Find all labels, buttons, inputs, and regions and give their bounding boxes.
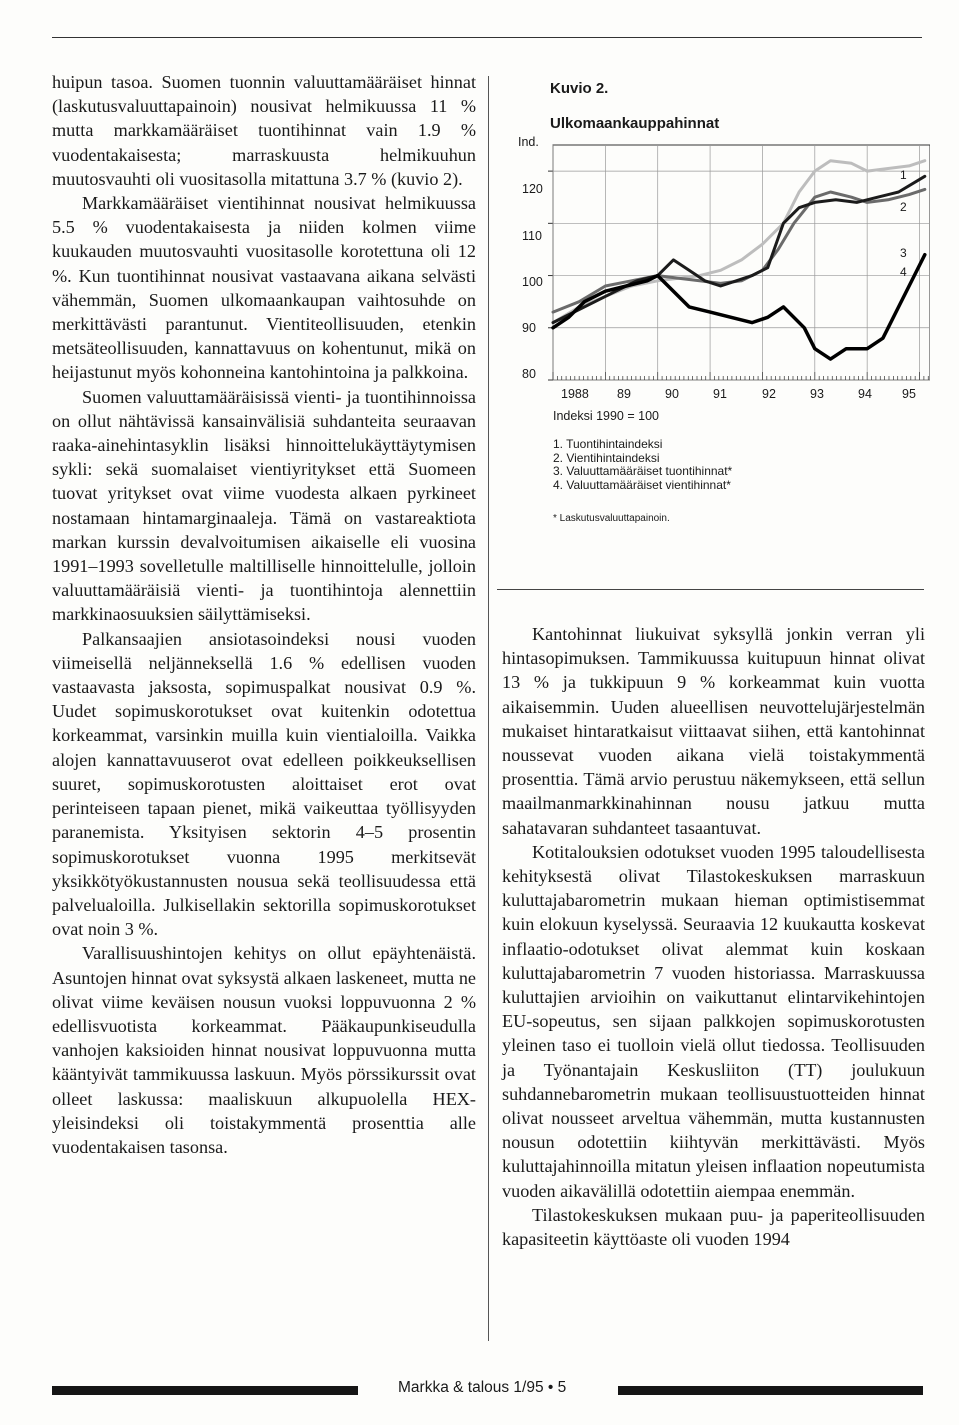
series-tag-2: 2 [900, 200, 907, 214]
paragraph: Palkansaajien ansiotasoindeksi nousi vuoden viimeisellä neljänneksellä 1.6 % edellisen vuoden vastaavasta jaksosta, sopimuspalkat nousivat 0.9 %. Uudet sopimuskorotukset ovat kuitenkin odotettua korkeammat, varsinkin muilla kuin vientialoilla. Vaikka alojen kannattavuuserot ovat edelleen poikkeuksellisen suuret, sopimuskorotusten aloittaiset erot ovat perinteiseen tapaan pienet, mikä vaikeuttaa työllisyyden paranemista. Yksityisen sektorin 4–5 prosentin sopimuskorotukset vuonna 1995 merkitsevät yksikkötyökustannusten nousua sekä teollisuudessa että palvelualoilla. Julkisellakin sektorilla sopimuskorotukset ovat noin 3 %. [52, 628, 476, 940]
x-tick-label: 90 [665, 387, 679, 401]
x-tick-label: 95 [902, 387, 916, 401]
paragraph: Markkamääräiset vientihinnat nousivat helmikuussa 5.5 % vuodentakaisesta ja niiden kolmen viime kuukauden muutosvauhti vuositasolle korotettuna oli 12 %. Kun tuontihinnat nousivat vastaavana aikana selvästi vähemmän, Suomen ulkomaankaupan vaihtosuhde on merkittävästi parantunut. Vientiteollisuuden, etenkin metsäteollisuuden, kannattavuus on kohentunut, mikä on heijastunut myös kohonneina kantohintoina ja palkkoina. [52, 193, 476, 383]
series-line-3 [553, 176, 925, 322]
series-tag-1: 1 [900, 168, 907, 182]
y-axis-label: Ind. [518, 135, 539, 149]
top-rule [52, 37, 922, 38]
y-tick-label: 120 [522, 182, 543, 196]
left-text-column [52, 70, 476, 1159]
paragraph: Varallisuushintojen kehitys on ollut epäyhtenäistä. Asuntojen hinnat ovat syksystä alkaen laskeneet, mutta ne olivat viime keväisen nousun vuoksi loppuvuonna 2 % edellisvuotista korkeammat. Pääkaupunkiseudulla vanhojen kaksioiden hinnat nousivat loppuvuonna mutta kääntyivät tammikuussa laskuun. Myös pörssikurssit ovat olleet laskussa: maaliskuun alkupuolella HEX-yleisindeksi oli toistakymmentä prosenttia alle vuodentakaisen tasonsa. [52, 943, 476, 1157]
x-tick-label: 93 [810, 387, 824, 401]
figure-label: Kuvio 2. [550, 80, 609, 97]
series-line-1 [553, 161, 925, 323]
footer-page-label: Markka & talous 1/95 • 5 [398, 1379, 567, 1396]
y-tick-label: 100 [522, 275, 543, 289]
series-tag-4: 4 [900, 265, 907, 279]
legend [553, 438, 732, 492]
paragraph: Suomen valuuttamääräisissä vienti- ja tuontihinnoissa on ollut nähtävissä kansainvälisiä suhdanteita seuraavan raaka-ainehintasyklin lisäksi hinnoittelukäyttäytymisen sykli: sekä suomalaiset vientiyritykset että Suomeen tuovat yritykset ovat viime vuodesta alkaen pyrkineet nostamaan hintamarginaaleja. Tämä on vastareaktiota markan kurssin devalvoitumisen aikaiselle eli vuosina 1991–1993 sovelletulle maltilliselle hinnoittelulle, jolloin valuuttamääräisiä vienti- ja tuontihintoja alennettiin markkinaosuuksien säilyttämiseksi. [52, 386, 476, 625]
paragraph: huipun tasoa. Suomen tuonnin valuuttamääräiset hinnat (laskutusvaluuttapainoin) nousivat helmikuussa 11 % mutta markkamääräiset tuontihinnat vain 1.9 % vuodentakaisesta; marraskuusta helmikuuhun muutosvauhti oli vuositasolla mitattuna 3.7 % (kuvio 2). [52, 72, 476, 189]
legend-item: 4. Valuuttamääräiset vientihinnat* [553, 477, 731, 492]
figure-rule [497, 589, 924, 590]
x-tick-label: 91 [713, 387, 727, 401]
y-tick-label: 80 [522, 367, 536, 381]
index-note: Indeksi 1990 = 100 [553, 409, 659, 423]
x-tick-label: 94 [858, 387, 872, 401]
footer-bar-left [52, 1386, 358, 1395]
legend-item: 3. Valuuttamääräiset tuontihinnat* [553, 464, 733, 478]
legend-item: 2. Vientihintaindeksi [553, 450, 660, 465]
paragraph: Kantohinnat liukuivat syksyllä jonkin verran yli hintasopimuksen. Tammikuussa kuitupuun hinnat olivat 13 % ja tukkipuun 9 % korkeammat kuin vuotta aikaisemmin. Uuden alueellisen neuvottelujärjestelmän mukaiset hintaratkaisut viittaavat siihen, että kantohinnat noussevat vuoden aikana vielä toistakymmentä prosenttia. Tämä arvio perustuu näkemykseen, että sellun maailmanmarkkinahinnan nousu jatkuu mutta sahatavaran suhdanteet tasaantuvat. [502, 624, 925, 838]
column-divider [488, 76, 489, 1341]
x-tick-label: 89 [617, 387, 631, 401]
x-tick-label: 92 [762, 387, 776, 401]
paragraph: Kotitalouksien odotukset vuoden 1995 taloudellisesta kehityksestä olivat Tilastokeskuksen marraskuun kuluttajabarometrin mukaan hieman optimistisemmat kuin elokuun kyselyssä. Seuraavia 12 kuukautta koskevat inflaatio-odotukset olivat alemmat kuin koskaan kuluttajabarometrin 7 vuoden historiassa. Marraskuussa kuluttajien arvioihin on vaikuttanut elintarvikehintojen EU-sopeutus, sen sijaan palkkojen sopimuskorotusten yleinen taso ei tuolloin vielä ollut tiedossa. Teollisuuden ja Työnantajain Keskusliiton (TT) joulukuun suhdannebarometrin mukaan teollisuustuotteiden hinnat olivat nousseet arveltua vähemmän, mutta kustannusten nousun odotettiin kiihtyvän merkittävästi. Myös kuluttajahinnoilla mitatun yleisen inflaation nopeutumista vuoden aikavälillä odotettiin aiempaa enemmän. [502, 841, 925, 1201]
series-line-4 [553, 255, 925, 359]
x-tick-label: 1988 [561, 387, 589, 401]
legend-item: 1. Tuontihintaindeksi [553, 437, 663, 451]
footer-bar-right [618, 1386, 923, 1395]
figure-footnote: * Laskutusvaluuttapainoin. [553, 513, 670, 524]
paragraph: Tilastokeskuksen mukaan puu- ja paperiteollisuuden kapasiteetin käyttöaste oli vuoden 1994 [502, 1204, 925, 1250]
y-tick-label: 110 [522, 229, 542, 243]
right-text-column [502, 622, 925, 1251]
series-tag-3: 3 [900, 246, 907, 260]
chart-title: Ulkomaankauppahinnat [550, 115, 720, 132]
y-tick-label: 90 [522, 321, 536, 335]
figure-2 [500, 80, 930, 540]
